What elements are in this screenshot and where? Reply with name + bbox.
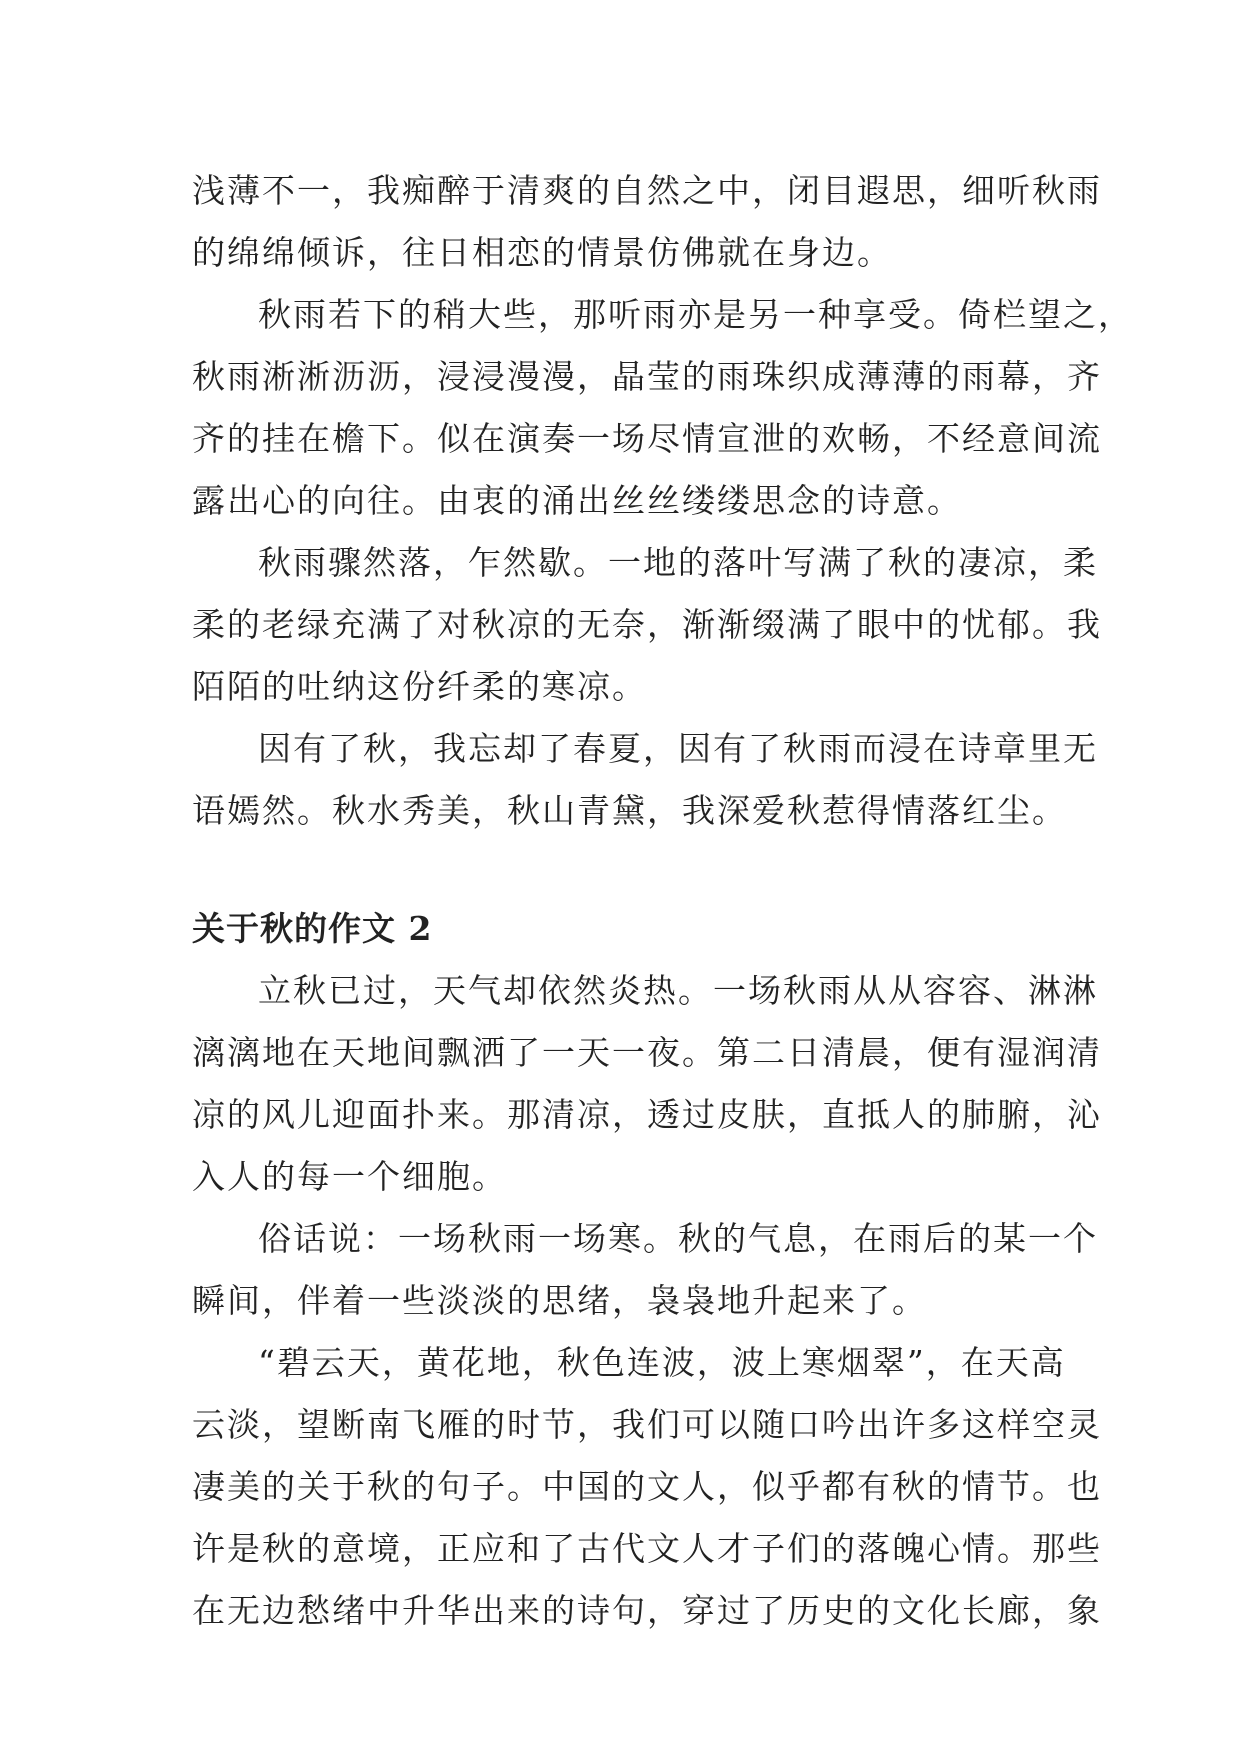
text-line: 浅薄不一，我痴醉于清爽的自然之中，闭目遐思，细听秋雨 bbox=[192, 171, 1102, 210]
text-line: 漓漓地在天地间飘洒了一天一夜。第二日清晨，便有湿润清 bbox=[192, 1033, 1102, 1072]
text-line: 入人的每一个细胞。 bbox=[192, 1157, 507, 1196]
text-line: 的绵绵倾诉，往日相恋的情景仿佛就在身边。 bbox=[192, 233, 892, 272]
text-line: 陌陌的吐纳这份纤柔的寒凉。 bbox=[192, 667, 647, 706]
paragraph bbox=[192, 532, 1102, 718]
paragraph bbox=[192, 718, 1098, 842]
text-line: 云淡，望断南飞雁的时节，我们可以随口吟出许多这样空灵 bbox=[192, 1405, 1102, 1444]
text-line: 秋雨若下的稍大些，那听雨亦是另一种享受。倚栏望之， bbox=[258, 295, 1133, 334]
text-line: 露出心的向往。由衷的涌出丝丝缕缕思念的诗意。 bbox=[192, 481, 962, 520]
text-line: 立秋已过，天气却依然炎热。一场秋雨从从容容、淋淋 bbox=[258, 971, 1098, 1010]
essay-heading: 关于秋的作文 2 bbox=[192, 909, 433, 948]
text-line: 语嫣然。秋水秀美，秋山青黛，我深爱秋惹得情落红尘。 bbox=[192, 791, 1067, 830]
text-line: 瞬间，伴着一些淡淡的思绪，袅袅地升起来了。 bbox=[192, 1281, 927, 1320]
section-after bbox=[192, 960, 1102, 1642]
text-line: 在无边愁绪中升华出来的诗句，穿过了历史的文化长廊，象 bbox=[192, 1591, 1102, 1630]
text-line: 柔的老绿充满了对秋凉的无奈，渐渐缀满了眼中的忧郁。我 bbox=[192, 605, 1102, 644]
paragraph bbox=[192, 1332, 1102, 1642]
document-body bbox=[192, 160, 1133, 1642]
text-line: 凄美的关于秋的句子。中国的文人，似乎都有秋的情节。也 bbox=[192, 1467, 1102, 1506]
text-line: “碧云天，黄花地，秋色连波，波上寒烟翠”，在天高 bbox=[258, 1343, 1066, 1382]
text-line: 因有了秋，我忘却了春夏，因有了秋雨而浸在诗章里无 bbox=[258, 729, 1098, 768]
paragraph bbox=[192, 1208, 1098, 1332]
paragraph bbox=[192, 960, 1102, 1208]
paragraph bbox=[192, 284, 1133, 532]
text-line: 凉的风儿迎面扑来。那清凉，透过皮肤，直抵人的肺腑，沁 bbox=[192, 1095, 1102, 1134]
section-before bbox=[192, 160, 1133, 842]
text-line: 俗话说：一场秋雨一场寒。秋的气息，在雨后的某一个 bbox=[258, 1219, 1098, 1258]
text-line: 秋雨淅淅沥沥，浸浸漫漫，晶莹的雨珠织成薄薄的雨幕，齐 bbox=[192, 357, 1102, 396]
text-line: 秋雨骤然落，乍然歇。一地的落叶写满了秋的凄凉，柔 bbox=[258, 543, 1098, 582]
text-line: 许是秋的意境，正应和了古代文人才子们的落魄心情。那些 bbox=[192, 1529, 1102, 1568]
paragraph bbox=[192, 160, 1102, 284]
text-line: 齐的挂在檐下。似在演奏一场尽情宣泄的欢畅，不经意间流 bbox=[192, 419, 1102, 458]
